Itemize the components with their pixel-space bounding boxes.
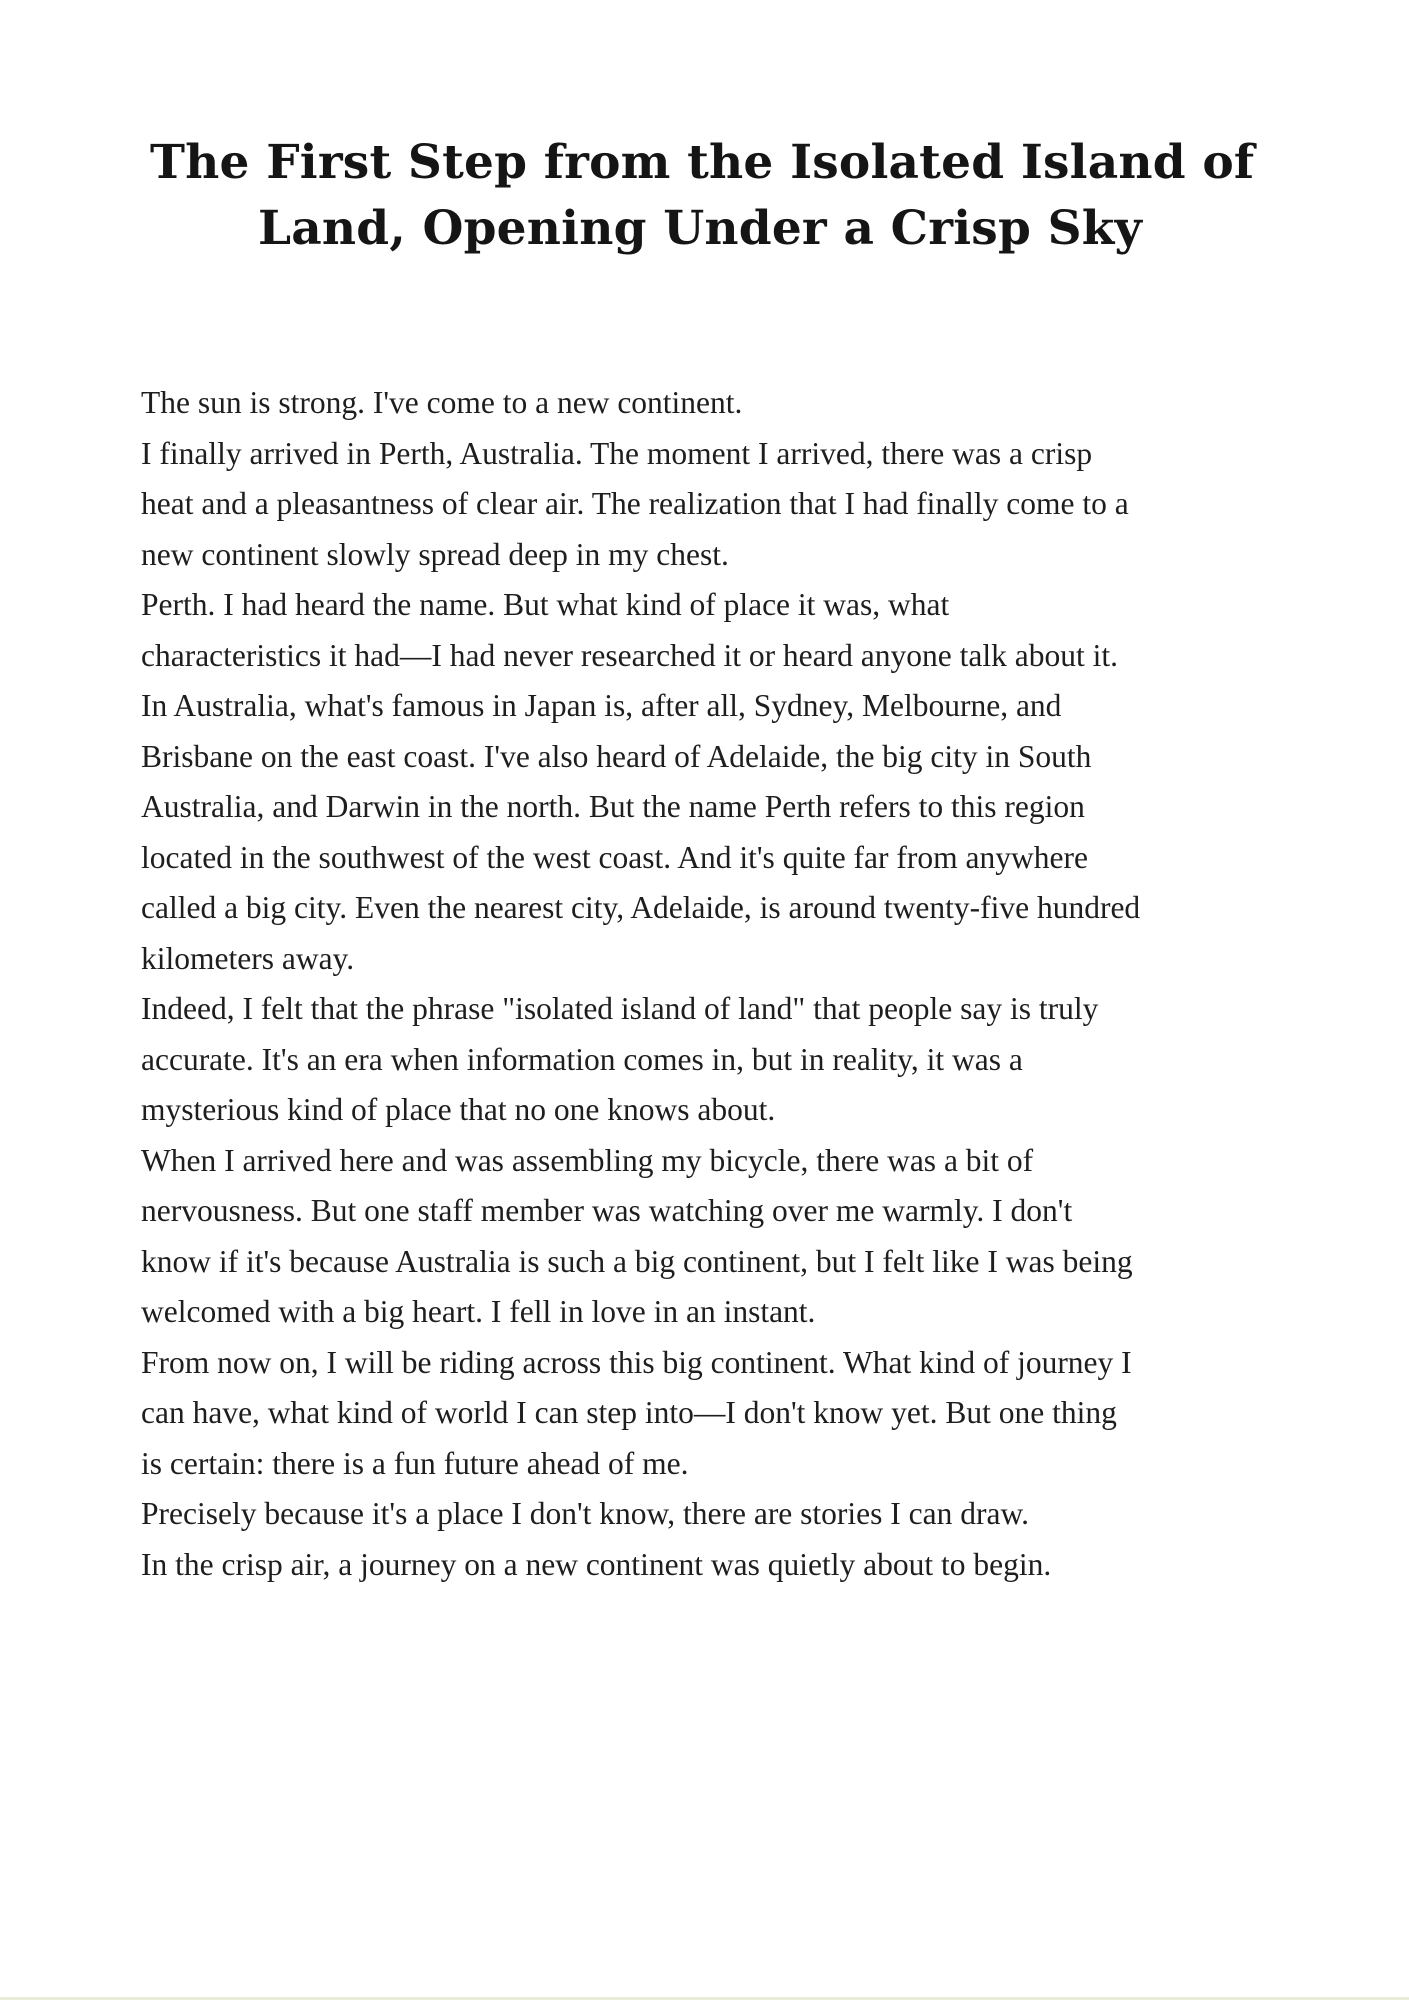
body-line: The sun is strong. I've come to a new continent.	[141, 385, 743, 420]
page-title	[150, 130, 1255, 262]
body-line: new continent slowly spread deep in my chest.	[141, 536, 729, 572]
body-line: When I arrived here and was assembling my bicycle, there was a bit of	[141, 1142, 1034, 1178]
body-line: called a big city. Even the nearest city, Adelaide, is around twenty-five hundred	[141, 890, 1141, 925]
body-line: I finally arrived in Perth, Australia. The moment I arrived, there was a crisp	[141, 435, 1093, 471]
body-line: Perth. I had heard the name. But what kind of place it was, what	[141, 587, 950, 622]
body-line: Australia, and Darwin in the north. But the name Perth refers to this region	[141, 789, 1085, 824]
body-line: characteristics it had—I had never researched it or heard anyone talk about it.	[141, 637, 1118, 673]
body-line: Indeed, I felt that the phrase "isolated island of land" that people say is truly	[141, 991, 1099, 1026]
body-line: located in the southwest of the west coast. And it's quite far from anywhere	[141, 839, 1088, 875]
body-line: know if it's because Australia is such a big continent, but I felt like I was being	[141, 1243, 1133, 1279]
body-line: From now on, I will be riding across this big continent. What kind of journey I	[141, 1344, 1132, 1380]
body-line: In the crisp air, a journey on a new continent was quietly about to begin.	[141, 1546, 1052, 1582]
body-line: welcomed with a big heart. I fell in love in an instant.	[141, 1294, 816, 1329]
body-text	[141, 378, 1291, 1590]
body-line: Precisely because it's a place I don't know, there are stories I can draw.	[141, 1496, 1030, 1531]
body-line: is certain: there is a fun future ahead of me.	[141, 1445, 689, 1481]
body-line: accurate. It's an era when information comes in, but in reality, it was a	[141, 1041, 1023, 1077]
body-line: In Australia, what's famous in Japan is, after all, Sydney, Melbourne, and	[141, 688, 1062, 723]
body-line: heat and a pleasantness of clear air. The realization that I had finally come to a	[141, 486, 1129, 521]
body-line: mysterious kind of place that no one knows about.	[141, 1092, 776, 1127]
title-line-2: Land, Opening Under a Crisp Sky	[258, 201, 1142, 256]
body-line: can have, what kind of world I can step into—I don't know yet. But one thing	[141, 1395, 1117, 1430]
body-line: Brisbane on the east coast. I've also heard of Adelaide, the big city in South	[141, 738, 1092, 774]
title-line-1: The First Step from the Isolated Island of	[150, 135, 1255, 190]
body-line: kilometers away.	[141, 940, 355, 976]
body-line: nervousness. But one staff member was watching over me warmly. I don't	[141, 1193, 1073, 1228]
